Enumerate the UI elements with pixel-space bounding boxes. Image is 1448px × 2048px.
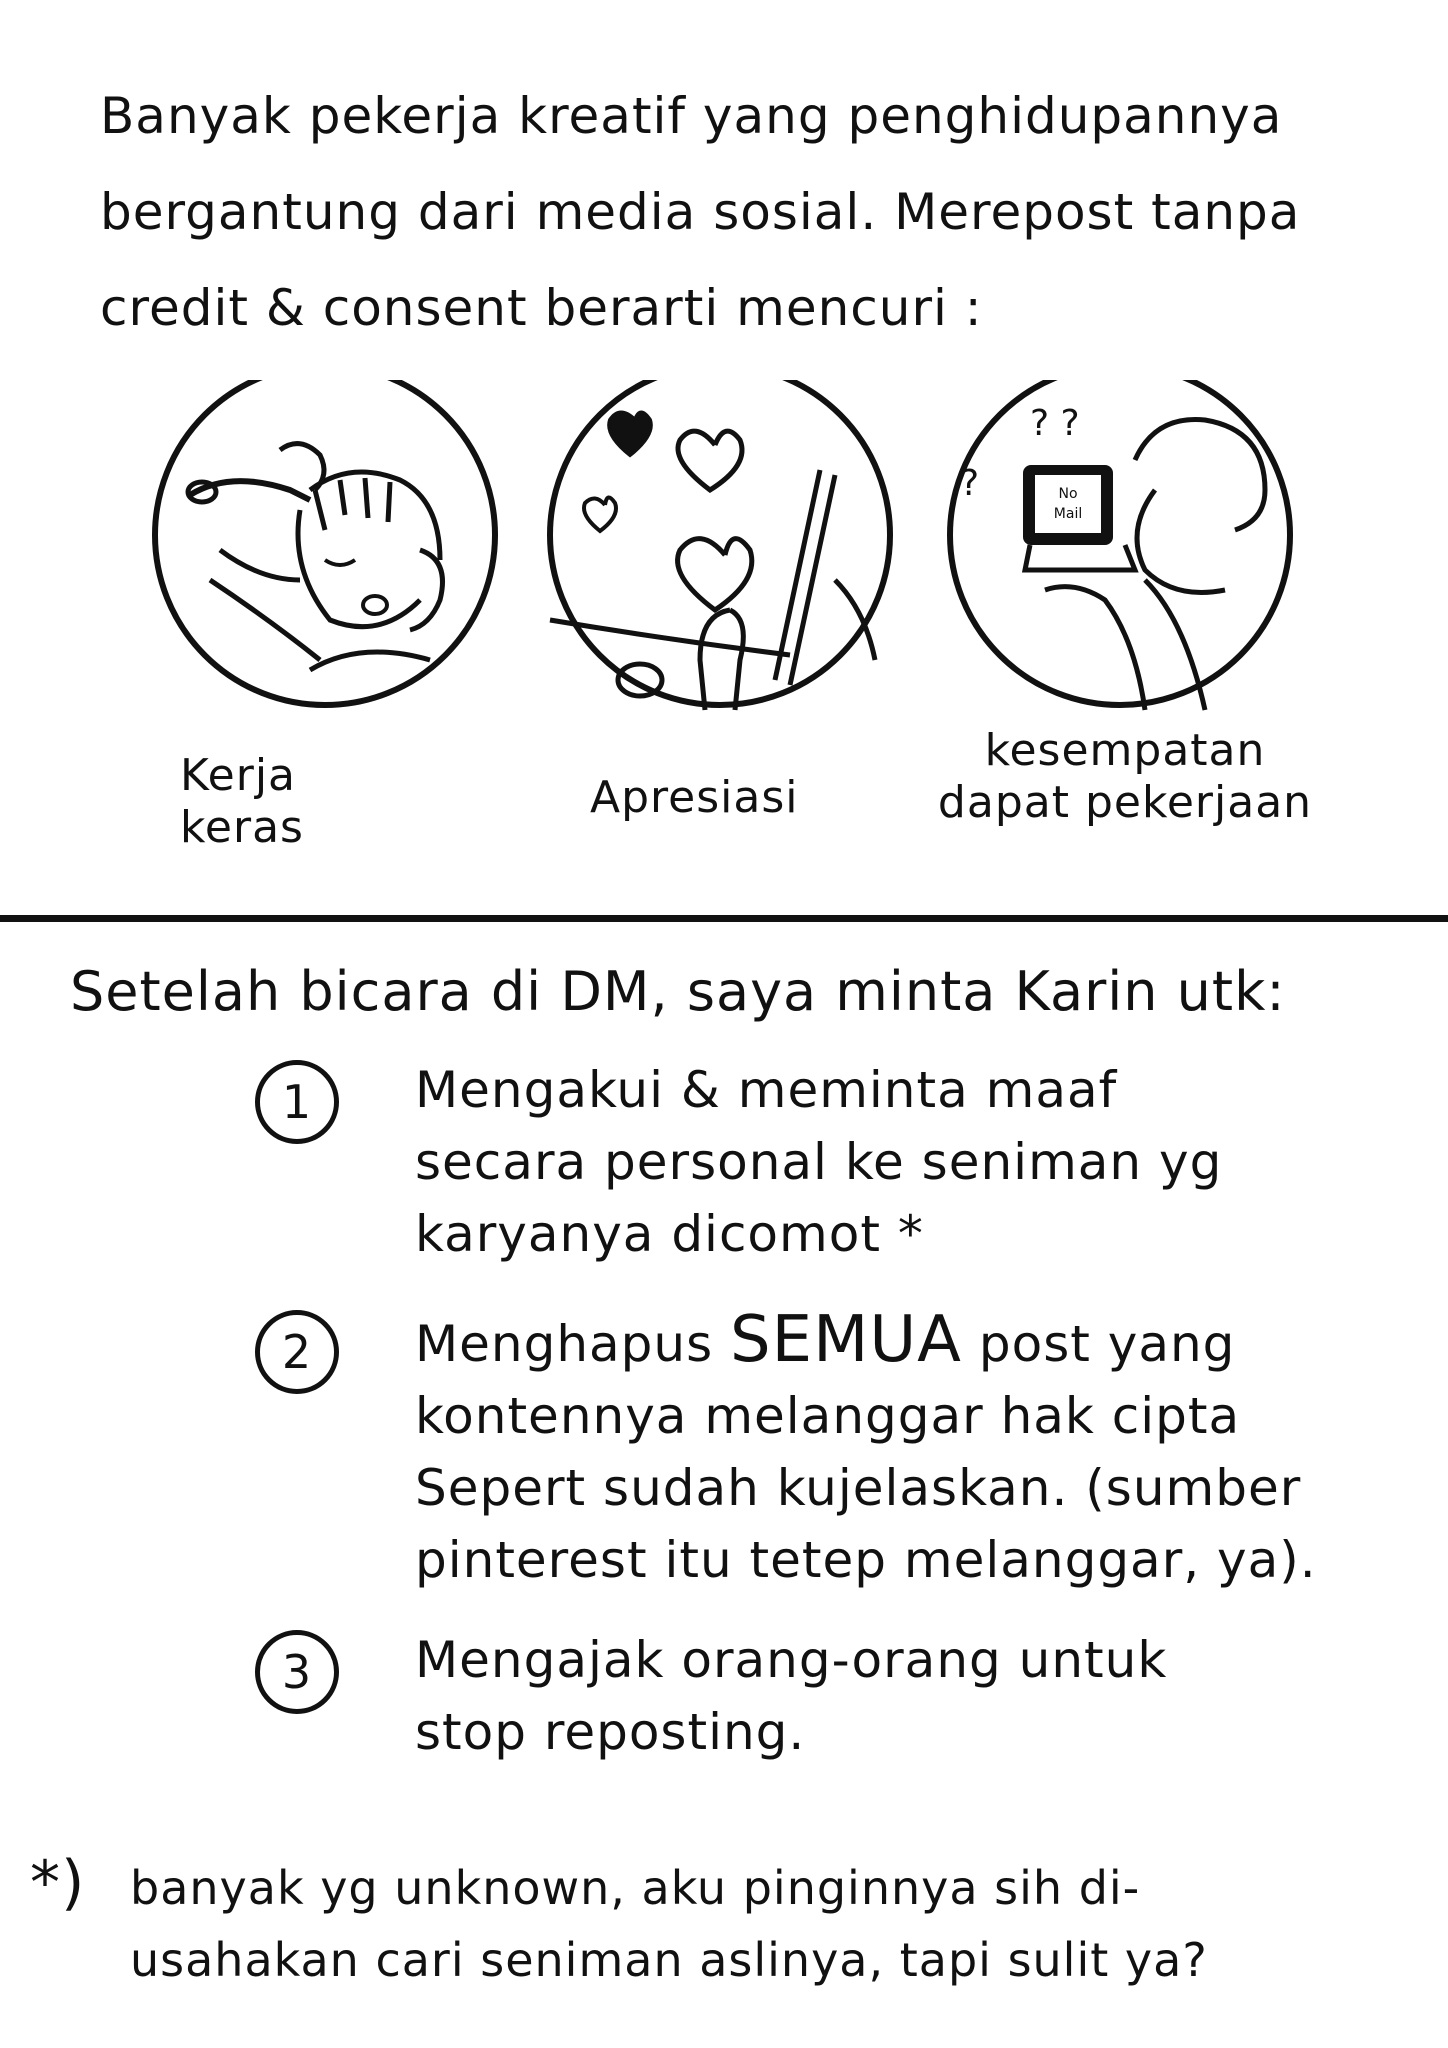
step-number-badge: 2 (255, 1310, 339, 1394)
step-line: stop reposting. (415, 1703, 806, 1761)
artist-illustration (140, 380, 510, 740)
intro-line-3: credit & consent berarti mencuri : (100, 279, 983, 337)
intro-line-2: bergantung dari media sosial. Merepost tanpa (100, 183, 1301, 241)
panel-opportunity (935, 380, 1313, 828)
step-text (415, 1624, 1395, 1768)
hearts-illustration (535, 380, 905, 740)
panel-caption (590, 772, 798, 824)
caption-line-1: Kerja (180, 750, 297, 801)
caption-line-2: dapat pekerjaan (937, 777, 1313, 828)
step-line-part: post yang (978, 1315, 1236, 1373)
panel-appreciation (535, 380, 905, 823)
footnote-line-2: usahakan cari seniman aslinya, tapi sulit ya? (130, 1933, 1208, 1987)
question-mark: ? (960, 463, 980, 504)
step-line: Sepert sudah kujelaskan. (sumber (415, 1459, 1302, 1517)
emphasis-text: SEMUA (730, 1303, 962, 1377)
heart-icon (609, 413, 651, 456)
step-line: secara personal ke seniman yg (415, 1133, 1223, 1191)
step-line: pinterest itu tetep melanggar, ya). (415, 1531, 1317, 1589)
panel-caption (180, 750, 304, 854)
step-text (415, 1304, 1395, 1596)
intro-line-1: Banyak pekerja kreatif yang penghidupannya (100, 87, 1283, 145)
screen-text-1: No (1058, 486, 1078, 502)
lead-text: Setelah bicara di DM, saya minta Karin utk: (70, 960, 1286, 1023)
screen-text-2: Mail (1053, 506, 1083, 522)
step-line: Mengakui & meminta maaf (415, 1061, 1118, 1119)
step-line: karyanya dicomot * (415, 1205, 924, 1263)
illustration-panels (0, 380, 1448, 853)
section-divider (0, 915, 1448, 922)
step-line: kontennya melanggar hak cipta (415, 1387, 1241, 1445)
caption-line-2: keras (180, 802, 304, 853)
intro-text (100, 68, 1380, 356)
caption-line-1: kesempatan (984, 725, 1266, 776)
heart-icon (584, 497, 616, 531)
footnote-mark: *) (30, 1848, 86, 1918)
footnote-text (130, 1852, 1208, 1996)
step-text (415, 1054, 1395, 1270)
question-marks: ? ? (1030, 403, 1080, 444)
heart-icon (678, 431, 742, 490)
footnote-line-1: banyak yg unknown, aku pinginnya sih di- (130, 1861, 1141, 1915)
step-line (415, 1304, 1395, 1380)
step-line-part: Menghapus (415, 1315, 714, 1373)
heart-icon (678, 539, 752, 610)
panel-hard-work (140, 380, 510, 853)
step-number-badge: 1 (255, 1060, 339, 1144)
caption-line-1: Apresiasi (590, 772, 799, 823)
step-line: Mengajak orang-orang untuk (415, 1631, 1168, 1689)
step-number-badge: 3 (255, 1630, 339, 1714)
panel-caption (935, 725, 1315, 829)
computer-illustration (935, 380, 1305, 740)
